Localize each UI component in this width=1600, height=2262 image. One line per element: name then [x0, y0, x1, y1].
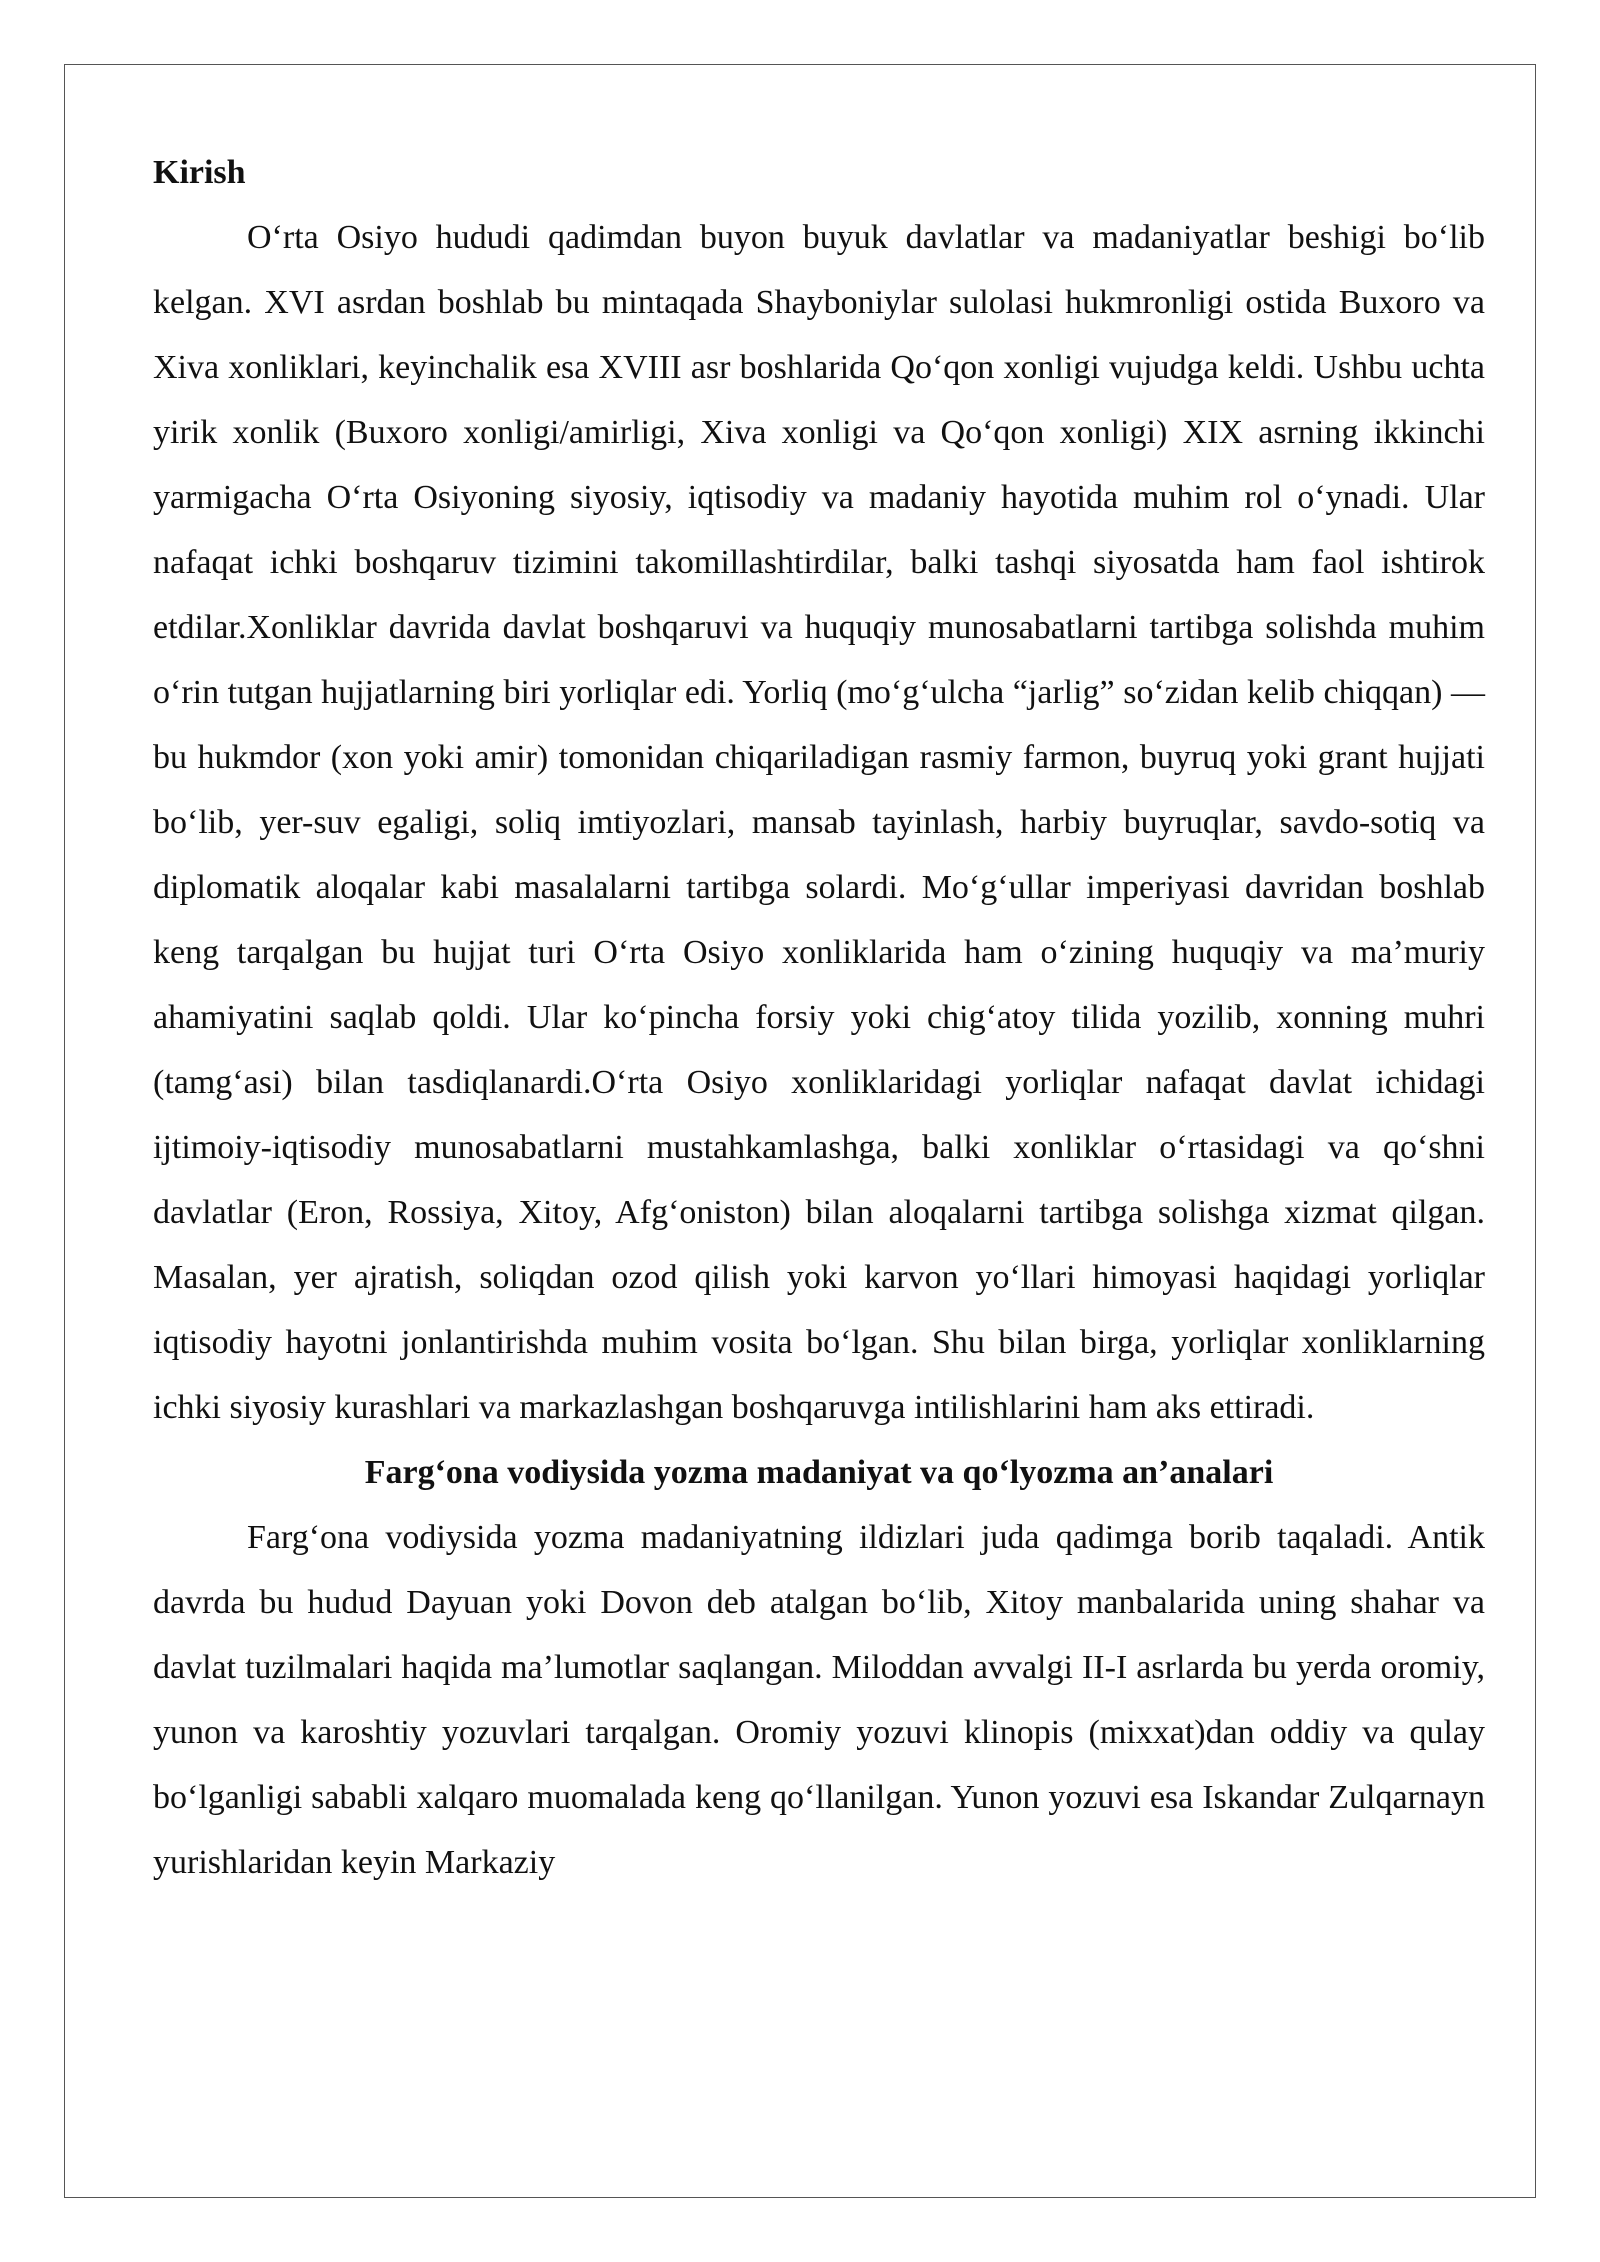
paragraph-fargona: Farg‘ona vodiysida yozma madaniyatning ildizlari juda qadimga borib taqaladi. Antik davrda bu hudud Dayuan yoki Dovon deb atalgan bo‘lib, Xitoy manbalarida uning shahar va davlat tuzilmalari haqida ma’lumotlar saqlangan. Miloddan avvalgi II-I asrlarda bu yerda oromiy, yunon va karoshtiy yozuvlari tarqalgan. Oromiy yozuvi klinopis (mixxat)dan oddiy va qulay bo‘lganligi sababli xalqaro muomalada keng qo‘llanilgan. Yunon yozuvi esa Iskandar Zulqarnayn yurishlaridan keyin Markaziy — [153, 1519, 1485, 1881]
document-body — [153, 140, 1485, 1895]
section-heading-kirish: Kirish — [153, 154, 246, 191]
section-heading-fargona: Farg‘ona vodiysida yozma madaniyat va qo‘lyozma an’analari — [364, 1454, 1274, 1491]
paragraph-intro: O‘rta Osiyo hududi qadimdan buyon buyuk davlatlar va madaniyatlar beshigi bo‘lib kelgan. XVI asrdan boshlab bu mintaqada Shayboniylar sulolasi hukmronligi ostida Buxoro va Xiva xonliklari, keyinchalik esa XVIII asr boshlarida Qo‘qon xonligi vujudga keldi. Ushbu uchta yirik xonlik (Buxoro xonligi/amirligi, Xiva xonligi va Qo‘qon xonligi) XIX asrning ikkinchi yarmigacha O‘rta Osiyoning siyosiy, iqtisodiy va madaniy hayotida muhim rol o‘ynadi. Ular nafaqat ichki boshqaruv tizimini takomillashtirdilar, balki tashqi siyosatda ham faol ishtirok etdilar.Xonliklar davrida davlat boshqaruvi va huquqiy munosabatlarni tartibga solishda muhim o‘rin tutgan hujjatlarning biri yorliqlar edi. Yorliq (mo‘g‘ulcha “jarlig” so‘zidan kelib chiqqan) — bu hukmdor (xon yoki amir) tomonidan chiqariladigan rasmiy farmon, buyruq yoki grant hujjati bo‘lib, yer-suv egaligi, soliq imtiyozlari, mansab tayinlash, harbiy buyruqlar, savdo-sotiq va diplomatik aloqalar kabi masalalarni tartibga solardi. Mo‘g‘ullar imperiyasi davridan boshlab keng tarqalgan bu hujjat turi O‘rta Osiyo xonliklarida ham o‘zining huquqiy va ma’muriy ahamiyatini saqlab qoldi. Ular ko‘pincha forsiy yoki chig‘atoy tilida yozilib, xonning muhri (tamg‘asi) bilan tasdiqlanardi.O‘rta Osiyo xonliklaridagi yorliqlar nafaqat davlat ichidagi ijtimoiy-iqtisodiy munosabatlarni mustahkamlashga, balki xonliklar o‘rtasidagi va qo‘shni davlatlar (Eron, Rossiya, Xitoy, Afg‘oniston) bilan aloqalarni tartibga solishga xizmat qilgan. Masalan, yer ajratish, soliqdan ozod qilish yoki karvon yo‘llari himoyasi haqidagi yorliqlar iqtisodiy hayotni jonlantirishda muhim vosita bo‘lgan. Shu bilan birga, yorliqlar xonliklarning ichki siyosiy kurashlari va markazlashgan boshqaruvga intilishlarini ham aks ettiradi. — [153, 219, 1485, 1426]
